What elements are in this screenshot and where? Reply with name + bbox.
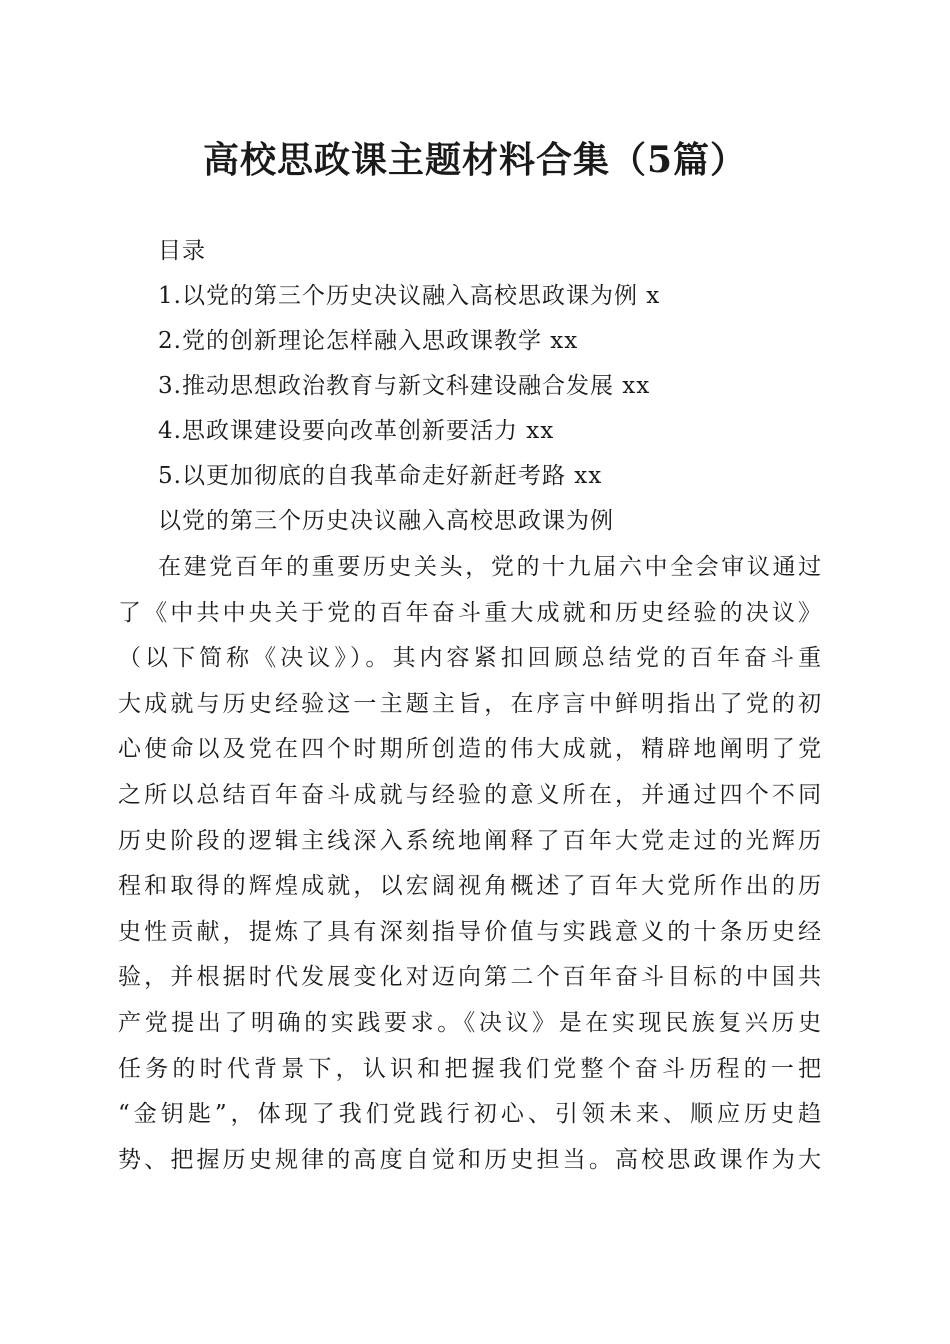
toc-item-2: 2.党的创新理论怎样融入思政课教学 xx: [158, 328, 579, 354]
body-line: “金钥匙”，体现了我们党践行初心、引领未来、顺应历史趋: [118, 1101, 823, 1128]
body-line: 产党提出了明确的实践要求。《决议》是在实现民族复兴历史: [118, 1009, 823, 1036]
body-line: 大成就与历史经验这一主题主旨，在序言中鲜明指出了党的初: [118, 690, 823, 717]
body-line: 历史阶段的逻辑主线深入系统地阐释了百年大党走过的光辉历: [118, 827, 823, 854]
body-line: 在建党百年的重要历史关头，党的十九届六中全会审议通过: [158, 554, 823, 580]
body-line: （以下简称《决议》）。其内容紧扣回顾总结党的百年奋斗重: [118, 645, 823, 672]
body-line: 了《中共中央关于党的百年奋斗重大成就和历史经验的决议》: [118, 599, 823, 626]
body-line: 势、把握历史规律的高度自觉和历史担当。高校思政课作为大: [118, 1146, 823, 1173]
body-line: 任务的时代背景下，认识和把握我们党整个奋斗历程的一把: [118, 1055, 823, 1082]
body-line: 史性贡献，提炼了具有深刻指导价值与实践意义的十条历史经: [118, 918, 823, 945]
toc-item-3: 3.推动思想政治教育与新文科建设融合发展 xx: [158, 373, 651, 399]
body-paragraph: [118, 545, 823, 1183]
toc-item-4: 4.思政课建设要向改革创新要活力 xx: [158, 418, 555, 444]
body-line: 心使命以及党在四个时期所创造的伟大成就，精辟地阐明了党: [118, 736, 823, 763]
toc-item-5: 5.以更加彻底的自我革命走好新赶考路 xx: [158, 463, 603, 489]
document-title: 高校思政课主题材料合集（5篇）: [202, 139, 748, 181]
toc-item-1: 1.以党的第三个历史决议融入高校思政课为例 x: [158, 283, 661, 309]
section-title: 以党的第三个历史决议融入高校思政课为例: [158, 508, 614, 534]
body-line: 之所以总结百年奋斗成就与经验的意义所在，并通过四个不同: [118, 781, 823, 808]
body-line: 程和取得的辉煌成就，以宏阔视角概述了百年大党所作出的历: [118, 873, 823, 900]
table-of-contents: [158, 229, 660, 544]
body-line: 验，并根据时代发展变化对迈向第二个百年奋斗目标的中国共: [118, 964, 823, 991]
toc-heading: 目录: [158, 238, 206, 264]
